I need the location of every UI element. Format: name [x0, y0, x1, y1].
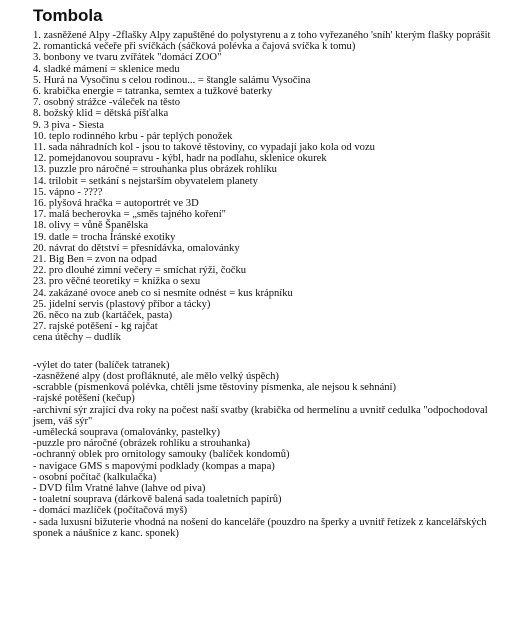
list-item: 19. datle = trocha Íránské exotiky: [33, 231, 176, 243]
list-item: - toaletní souprava (dárkově balená sada toaletních papírů): [33, 494, 282, 506]
list-item: 22. pro dlouhé zimní večery = smíchat rýži, čočku: [33, 265, 247, 277]
list-item: 23. pro věčné teoretiky = knížka o sexu: [33, 276, 201, 288]
list-item: 20. návrat do dětství = přesnídávka, omalovánky: [33, 242, 240, 254]
list-item: -scrabble (písmenková polévka, chtěli jsme těstoviny písmenka, ale nejsou k sehnání): [33, 382, 397, 394]
list-item: 21. Big Ben = zvon na odpad: [33, 254, 157, 266]
list-item: 6. krabička energie = tatranka, semtex a tužkové baterky: [33, 86, 273, 98]
list-item: 3. bonbony ve tvaru zvířátek "domácí ZOO": [33, 52, 222, 64]
list-item: -rajské potěšení (kečup): [33, 393, 135, 405]
list-item: - osobní počítač (kalkulačka): [33, 471, 157, 483]
list-item: 4. sladké mámení = sklenice medu: [33, 63, 180, 75]
list-item: 5. Hurá na Vysočinu s celou rodinou... = štangle salámu Vysočina: [33, 74, 311, 86]
list-item: -puzzle pro náročné (obrázek rohlíku a strouhanka): [33, 438, 251, 450]
list-item: 1. zasněžené Alpy -2flašky Alpy zapuštěné do polystyrenu a z toho vyřezaného 'sníh' kterým flašky poprášit: [33, 30, 491, 41]
list-item: 15. vápno - ????: [33, 186, 103, 198]
list-item: 9. 3 piva - Siesta: [33, 119, 104, 131]
list-item: 10. teplo rodinného krbu - pár teplých ponožek: [33, 130, 233, 142]
list-item: - sada luxusní bižuterie vhodná na nošení do kanceláře (pouzdro na šperky a uvnitř řetízek z kancelářských sponek a náušnice z kanc. sponek): [33, 516, 487, 539]
list-item: cena útěchy – dudlík: [33, 332, 121, 344]
list-item: - navigace GMS s mapovými podklady (kompas a mapa): [33, 460, 275, 472]
prize-list: [33, 30, 498, 344]
list-item: 27. rajské potěšení - kg rajčat: [33, 321, 158, 333]
list-item: 11. sada náhradních kol - jsou to takové těstoviny, co vypadají jako kola od vozu: [33, 142, 375, 154]
list-item: 12. pomejdanovou soupravu - kýbl, hadr na podlahu, sklenice okurek: [33, 153, 327, 165]
list-item: 14. trilobit = setkání s nejstarším obyvatelem planety: [33, 175, 258, 187]
list-item: 24. zakázané ovoce aneb co si nesmíte odnést = kus krápníku: [33, 287, 293, 299]
list-item: - domácí mazlíček (počítačová myš): [33, 505, 188, 517]
list-item: 8. božský klid = dětská píšťalka: [33, 108, 169, 120]
list-item: 17. malá becherovka = „směs tajného koření": [33, 209, 226, 221]
list-item: 18. olivy = vůně Španělska: [33, 220, 149, 232]
list-item: -ochranný oblek pro ornitology samouky (balíček kondomů): [33, 449, 290, 461]
list-item: 2. romantická večeře při svíčkách (sáčková polévka a čajová svíčka k tomu): [33, 41, 356, 53]
list-item: -výlet do tater (balíček tatranek): [33, 359, 170, 371]
list-item: 13. puzzle pro náročné = strouhanka plus obrázek rohlíku: [33, 164, 277, 176]
list-item: 7. osobný strážce -váleček na těsto: [33, 97, 181, 109]
list-item: 16. plyšová hračka = autoportrét ve 3D: [33, 198, 199, 210]
paragraph-spacer: [33, 344, 498, 360]
list-item: -umělecká souprava (omalovánky, pastelky): [33, 426, 220, 438]
list-item: - DVD film Vratné lahve (lahve od piva): [33, 482, 206, 494]
list-item: 26. něco na zub (kartáček, pasta): [33, 310, 173, 322]
list-item: -archivní sýr zrající dva roky na počest naší svatby (krabička od hermelínu a uvnitř cedulka "odpochodoval jsem, váš sýr": [33, 404, 488, 427]
document-title: Tombola: [33, 6, 103, 25]
list-item: -zasněžené alpy (dost profláknuté, ale mělo velký úspěch): [33, 370, 279, 382]
second-prize-list: [33, 360, 498, 539]
list-item: 25. jídelní servis (plastový příbor a tácky): [33, 298, 211, 310]
